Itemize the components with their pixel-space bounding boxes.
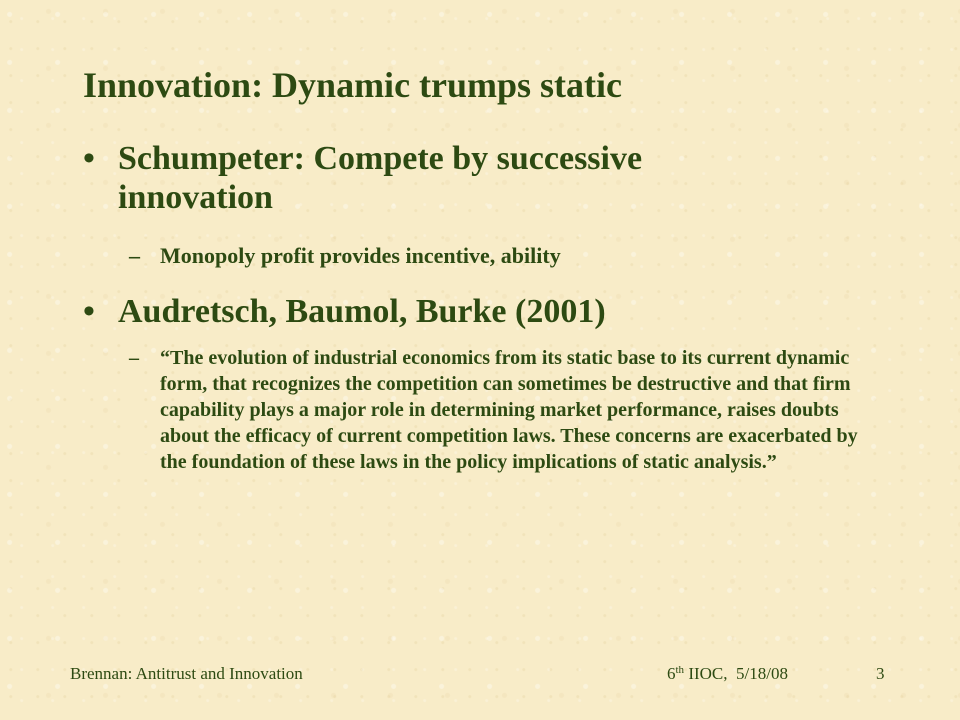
footer-author-title: Brennan: Antitrust and Innovation xyxy=(70,664,303,683)
sub-bullet-text: Monopoly profit provides incentive, ability xyxy=(160,243,561,268)
bullet-marker: • xyxy=(83,293,95,330)
sub-bullet-quote xyxy=(129,345,869,475)
sub-bullet-marker: – xyxy=(129,347,139,369)
conference-number: 6 xyxy=(667,664,676,683)
page-number: 3 xyxy=(876,664,885,683)
sub-bullet-monopoly-profit xyxy=(129,243,849,268)
bullet-marker: • xyxy=(83,140,95,177)
slide-title: Innovation: Dynamic trumps static xyxy=(83,65,623,105)
bullet-text: Audretsch, Baumol, Burke (2001) xyxy=(118,293,606,330)
sub-bullet-marker: – xyxy=(129,243,140,268)
conference-ordinal: th xyxy=(675,664,685,676)
bullet-schumpeter xyxy=(83,139,803,217)
bullet-audretsch xyxy=(83,292,803,331)
footer-conference-date xyxy=(667,664,788,684)
bullet-text: Schumpeter: Compete by successive innovation xyxy=(118,140,643,217)
conference-date: IIOC, 5/18/08 xyxy=(684,664,788,683)
quote-text: “The evolution of industrial economics from its static base to its current dynamic form, that recognizes the competition can sometimes be destructive and that firm capability plays a major role in determining market performance, raises doubts about the efficacy of current competition laws. These concerns are exacerbated by the foundation of these laws in the policy implications of static analysis.” xyxy=(160,347,858,473)
